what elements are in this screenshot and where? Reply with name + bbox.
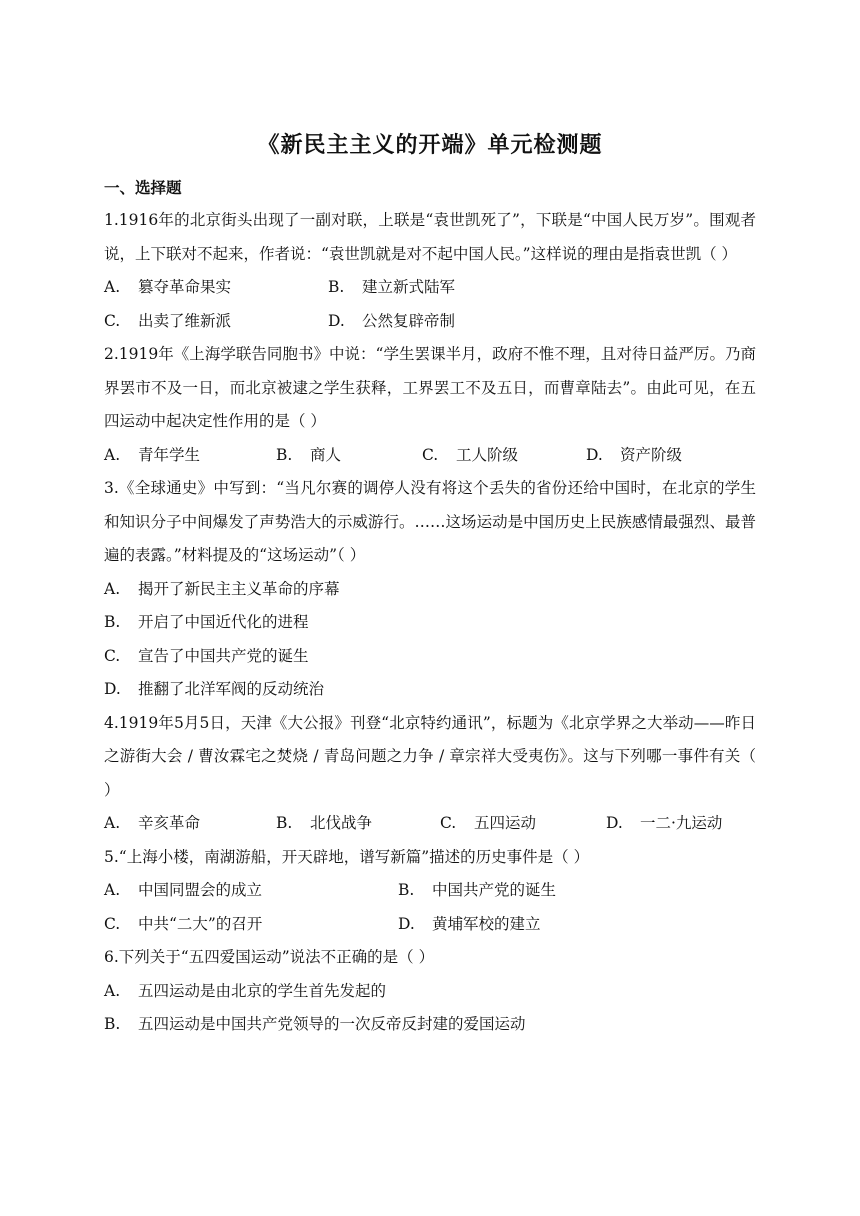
option-c: C. 工人阶级 <box>422 445 519 464</box>
option-d: D. 黄埔军校的建立 <box>398 914 541 933</box>
question-5-options-row-2 <box>104 908 756 942</box>
option-a: A. 篡夺革命果实 <box>104 278 232 296</box>
question-1-text: 1.1916年的北京街头出现了一副对联，上联是“袁世凯死了”，下联是“中国人民万岁”。围观者说，上下联对不起来，作者说：“袁世凯就是对不起中国人民。”这样说的理由是指袁世凯（ ） <box>104 211 756 263</box>
option-c: C. 宣告了中国共产党的诞生 <box>104 646 309 665</box>
option-d: D. 公然复辟帝制 <box>328 311 456 330</box>
question-3-text: 3.《全球通史》中写到：“当凡尔赛的调停人没有将这个丢失的省份还给中国时，在北京的学生和知识分子中间爆发了声势浩大的示威游行。……这场运动是中国历史上民族感情最强烈、最普遍的表露。”材料提及的“这场运动”（ ） <box>104 479 756 564</box>
question-list <box>104 204 756 1042</box>
option-b: B. 建立新式陆军 <box>328 278 456 296</box>
question-2-options <box>104 439 756 473</box>
option-b: B. 商人 <box>276 445 342 464</box>
option-a: A. 五四运动是由北京的学生首先发起的 <box>104 981 387 1000</box>
question-1-options-row-1 <box>104 271 756 305</box>
question-5-text: 5.“上海小楼，南湖游船，开天辟地，谱写新篇”描述的历史事件是（ ） <box>104 847 590 866</box>
document-title: 《新民主主义的开端》单元检测题 <box>257 133 603 158</box>
option-a: A. 青年学生 <box>104 445 201 464</box>
option-d: D. 资产阶级 <box>586 445 683 464</box>
option-d: D. 一二·九运动 <box>606 814 723 832</box>
question-1-options-row-2 <box>104 305 756 339</box>
option-a: A. 揭开了新民主主义革命的序幕 <box>104 579 340 598</box>
section-heading: 一、选择题 <box>104 179 182 197</box>
question-6-text: 6.下列关于“五四爱国运动”说法不正确的是（ ） <box>104 948 435 966</box>
option-a: A. 中国同盟会的成立 <box>104 881 263 899</box>
option-c: C. 出卖了维新派 <box>104 311 232 330</box>
option-d: D. 推翻了北洋军阀的反动统治 <box>104 680 325 698</box>
option-c: C. 中共“二大”的召开 <box>104 914 263 933</box>
option-b: B. 北伐战争 <box>276 814 373 832</box>
question-5-options-row-1 <box>104 874 756 908</box>
option-b: B. 开启了中国近代化的进程 <box>104 613 309 631</box>
question-2-text: 2.1919年《上海学联告同胞书》中说：“学生罢课半月，政府不惟不理，且对待日益严厉。乃商界罢市不及一日，而北京被逮之学生获释，工界罢工不及五日，而曹章陆去”。由此可见，在五四运动中起决定性作用的是（ ） <box>104 345 756 430</box>
option-b: B. 五四运动是中国共产党领导的一次反帝反封建的爱国运动 <box>104 1015 526 1033</box>
option-a: A. 辛亥革命 <box>104 814 201 832</box>
question-4-options <box>104 807 756 841</box>
option-c: C. 五四运动 <box>440 814 537 832</box>
question-4-text: 4.1919年5月5日，天津《大公报》刊登“北京特约通讯”，标题为《北京学界之大举动——昨日之游街大会 / 曹汝霖宅之焚烧 / 青岛问题之力争 / 章宗祥大受夷伤》。这与下列哪一事件有关（ ） <box>104 713 756 799</box>
option-b: B. 中国共产党的诞生 <box>398 881 557 899</box>
